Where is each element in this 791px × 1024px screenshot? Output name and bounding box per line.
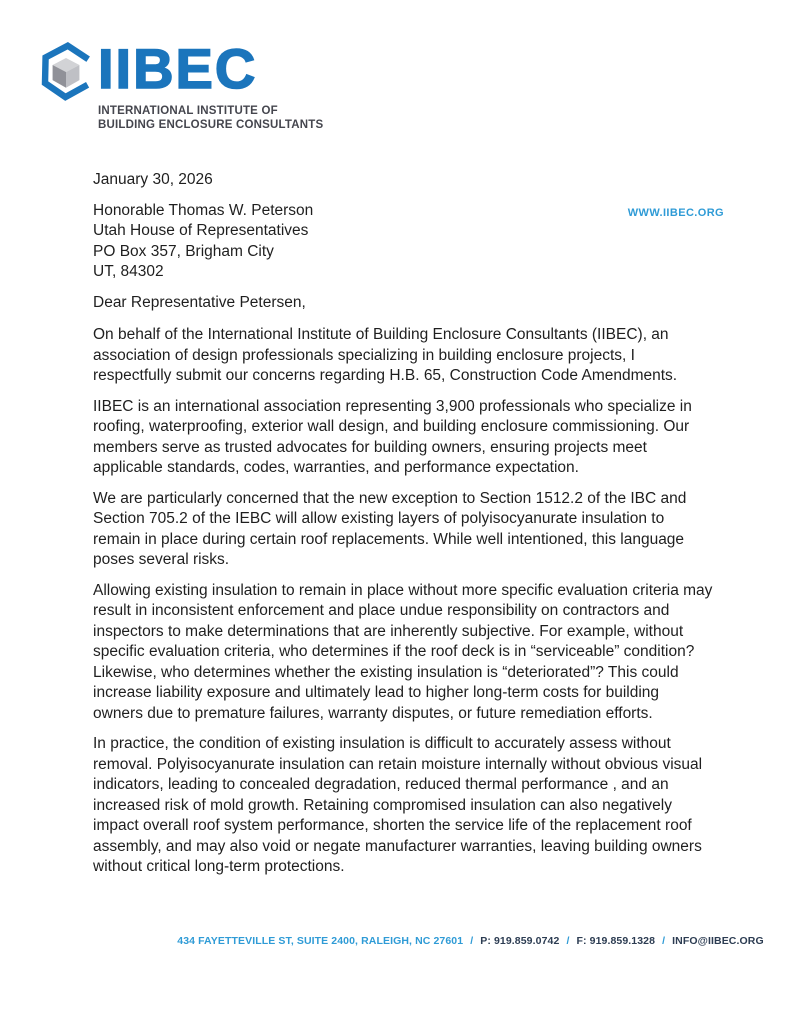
letter-date: January 30, 2026 xyxy=(93,171,213,188)
footer-separator: / xyxy=(470,935,474,947)
recipient-address-block xyxy=(93,201,713,283)
logo-tagline xyxy=(98,105,323,132)
salutation: Dear Representative Petersen, xyxy=(93,293,306,311)
website-url: WWW.IIBEC.ORG xyxy=(627,207,724,219)
recipient-line: Honorable Thomas W. Peterson xyxy=(93,201,314,219)
footer-separator: / xyxy=(662,935,666,947)
footer-email: INFO@IIBEC.ORG xyxy=(672,935,764,947)
paragraph-3: We are particularly concerned that the new exception to Section 1512.2 of the IBC and Section 705.2 of the IEBC will allow existing layers of polyisocyanurate insulation to remain in place during certain roof replacements. While well intentioned, this language poses several risks. xyxy=(93,489,687,568)
paragraph-2: IIBEC is an international association representing 3,900 professionals who specialize in roofing, waterproofing, exterior wall design, and building enclosure commissioning. Our members serve as trusted advocates for building owners, ensuring projects meet applicable standards, codes, warranties, and performance expectation. xyxy=(93,397,692,476)
logo-tagline-line2: BUILDING ENCLOSURE CONSULTANTS xyxy=(98,118,324,131)
footer-address: 434 FAYETTEVILLE ST, SUITE 2400, RALEIGH, NC 27601 xyxy=(177,935,464,947)
footer-fax: F: 919.859.1328 xyxy=(576,935,656,947)
recipient-line: Utah House of Representatives xyxy=(93,222,309,239)
logo-tagline-line1: INTERNATIONAL INSTITUTE OF xyxy=(98,105,278,117)
footer-separator: / xyxy=(566,935,570,947)
letter-body xyxy=(93,170,713,888)
paragraph-5: In practice, the condition of existing insulation is difficult to accurately assess without removal. Polyisocyanurate insulation can retain moisture internally without obvious visual indicators, leading to concealed degradation, reduced thermal performance , and an increased risk of mold growth. Retaining compromised insulation can also negatively impact overall roof system performance, shorten the service life of the replacement roof assembly, and may also void or negate manufacturer warranties, leaving building owners without critical long-term protections. xyxy=(93,735,703,875)
recipient-line: UT, 84302 xyxy=(93,263,164,280)
hexagon-cube-logo-icon xyxy=(38,40,94,104)
paragraph-4: Allowing existing insulation to remain in place without more specific evaluation criteria may result in inconsistent enforcement and place undue responsibility on contractors and inspectors to make determinations that are inherently subjective. For example, without specific evaluation criteria, who determines if the roof deck is in “serviceable” condition? Likewise, who determines whether the existing insulation is “deteriorated”? This could increase liability exposure and ultimately lead to higher long-term costs for building owners due to premature failures, warranty disputes, or future remediation efforts. xyxy=(93,581,713,722)
iibec-logo xyxy=(38,37,324,132)
footer-phone: P: 919.859.0742 xyxy=(480,935,560,947)
footer-contact-line xyxy=(0,935,791,947)
paragraph-1: On behalf of the International Institute of Building Enclosure Consultants (IIBEC), an association of design professionals specializing in building enclosure projects, I respectfully submit our concerns regarding H.B. 65, Construction Code Amendments. xyxy=(93,326,678,384)
recipient-line: PO Box 357, Brigham City xyxy=(93,242,274,260)
logo-wordmark: IIBEC xyxy=(98,37,258,100)
